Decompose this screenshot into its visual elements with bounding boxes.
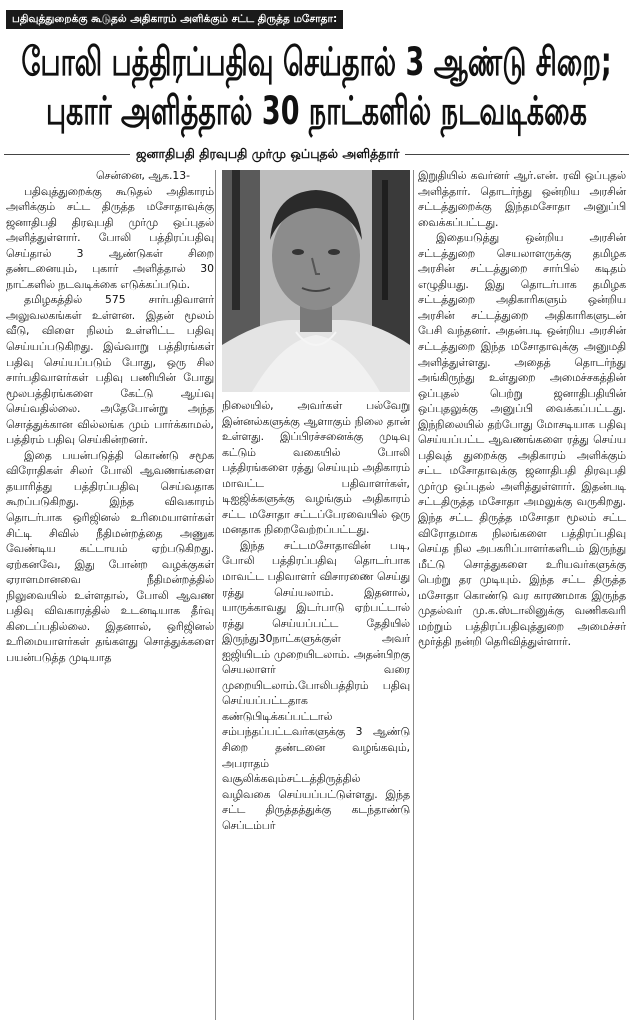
article-column-3 xyxy=(418,168,626,650)
portrait-illustration xyxy=(222,170,410,392)
column-divider xyxy=(413,170,414,1020)
kicker-banner: பதிவுத்துறைக்கு கூடுதல் அதிகாரம் அளிக்கும் சட்ட திருத்த மசோதா: xyxy=(6,10,343,29)
headline-line-2: புகார் அளித்தால் 30 நாட்களில் நடவடிக்கை xyxy=(46,89,587,135)
article-paragraph: இந்த சட்டமசோதாவின் படி, போலி பத்திரப்பதிவு தொடர்பாக மாவட்ட பதிவாளர் விசாரணை செய்து ரத்து செய்யலாம். இதனால், யாருக்காவது இடர்பாடு ஏற்பட்டால் ரத்து செய்யப்பட்ட தேதியில் இருந்து30நாட்களுக்குள் அவர் ஐஜியிடம் முறையிடலாம். அதன்பிறகு செயலாளர் வரை முறையிடலாம்.போலிபத்திரம் பதிவு செய்யப்பட்டதாக கண்டுபிடிக்கப்பட்டால் சம்பந்தப்பட்டவர்களுக்கு 3 ஆண்டு சிறை தண்டனை வழங்கவும், அபராதம் வசூலிக்கவும்சட்டத்திருத்தில் வழிவகை செய்யப்பட்டுள்ளது. இந்த சட்ட திருத்தத்துக்கு கடந்தாண்டு செப்டம்பர் xyxy=(222,538,410,832)
portrait-photo xyxy=(222,170,410,392)
dateline: சென்னை, ஆக.13- xyxy=(96,169,191,182)
article-column-1 xyxy=(6,168,214,666)
article-paragraph: தமிழகத்தில் 575 சார்பதிவாளர் அலுவலகங்கள் உள்ளன. இதன் மூலம் வீடு, விளை நிலம் உள்ளிட்ட பதிவு செய்யப்படுகிறது. இவ்வாறு பத்திரங்கள் பதிவு செய்யப்படும் போது, ஒரு சில சார்பதிவாளர்கள் பதிவு பணியின் போது மூலபத்திரங்களை கேட்டு ஆய்வு செய்வதில்லை. அதேபோன்று அந்த சொத்துக்கான வில்லங்க மும் பார்க்காமல், பத்திரம் பதிவு செய்கின்றனர். xyxy=(6,293,214,447)
article-paragraph: இறுதியில் கவர்னர் ஆர்.என். ரவி ஒப்புதல் அளித்தார். தொடர்ந்து ஒன்றிய அரசின் சட்டத்துறைக்கு இந்தமசோதா அனுப்பி வைக்கப்பட்டது. xyxy=(418,169,626,229)
subheadline: ஜனாதிபதி திரவுபதி முர்மு ஒப்புதல் அளித்தார் xyxy=(130,146,405,163)
article-paragraph: நிலையில், அவர்கள் பல்வேறு இன்னல்களுக்கு ஆளாகும் நிலை தான் உள்ளது. இப்பிரச்சனைக்கு முடிவு கட்டும் வகையில் போலி பத்திரங்களை ரத்து செய்யும் அதிகாரம் மாவட்ட பதிவாளர்கள், டிஐஜிக்களுக்கு வழங்கும் அதிகாரம் சட்ட மசோதா சட்டப்பேரவையில் ஒரு மனதாக நிறைவேற்றப்பட்டது. xyxy=(222,399,410,537)
headline-line-1: போலி பத்திரப்பதிவு செய்தால் 3 ஆண்டு சிறை; xyxy=(21,40,612,86)
article-paragraph: பதிவுத்துறைக்கு கூடுதல் அதிகாரம் அளிக்கும் சட்ட திருத்த மசோதாவுக்கு ஜனாதிபதி திரவுபதி முர்மு ஒப்புதல் அளித்துள்ளார். போலி பத்திரப்பதிவு செய்தால் 3 ஆண்டுகள் சிறை தண்டனையும், புகார் அளித்தால் 30 நாட்களில் நடவடிக்கை எடுக்கப்படும். xyxy=(6,184,214,291)
article-paragraph: இதையடுத்து ஒன்றிய அரசின் சட்டத்துறை செயலாளருக்கு தமிழக அரசின் சட்டத்துறை சார்பில் கடிதம் எழுதியது. இது தொடர்பாக தமிழக சட்டத்துறை அதிகாரிகளும் ஒன்றிய அரசின் சட்டத்துறை அதிகாரிகளுடன் பேசி வந்தனர். அதன்படி ஒன்றிய அரசின் சட்டத்துறை இந்த மசோதாவுக்கு அனுமதி அளித்துள்ளது. அதைத் தொடர்ந்து அங்கிருந்து உள்துறை அமைச்சகத்தின் ஒப்புதல் பெற்று ஜனாதிபதியின் ஒப்புதலுக்கு அனுப்பி வைக்கப்பட்டது. இந்நிலையில் தற்போது மோசடியாக பதிவு செய்யப்பட்ட ஆவணங்களை ரத்து செய்ய பதிவுத் துறைக்கு அதிகாரம் அளிக்கும் சட்ட மசோதாவுக்கு ஜனாதிபதி திரவுபதி முர்மு ஒப்புதல் அளித்துள்ளார். இதன்படி சட்டதிருத்த மசோதா அமலுக்கு வருகிறது. இந்த சட்ட திருத்த மசோதா மூலம் சட்ட விரோதமாக நிலங்களை பத்திரப்பதிவு செய்த நில அபகரிப்பாளர்களிடம் இருந்து மீட்டு சொத்துகளை உரியவர்களுக்கு பெற்று தர முடியும். இந்த சட்ட திருத்த மசோதா கொண்டு வர காரணமாக இருந்த முதல்வர் மு.க.ஸ்டாலினுக்கு வணிகவரி மற்றும் பத்திரப்பதிவுத்துறை அமைச்சர் மூர்த்தி நன்றி தெரிவித்துள்ளார். xyxy=(418,231,626,649)
article-column-2 xyxy=(222,398,410,833)
column-divider xyxy=(215,170,216,1020)
article-paragraph: இதை பயன்படுத்தி கொண்டு சமூக விரோதிகள் சிலர் போலி ஆவணங்களை தயாரித்து பத்திரப்பதிவு செய்வதாக கூறப்படுகிறது. இந்த விவகாரம் தொடர்பாக ஒரிஜினல் உரிமையாளர்கள் சிட்டி சிவில் நீதிமன்றத்தை அணுக வேண்டிய கட்டாயம் ஏற்படுகிறது. ஏற்கனவே, இது போன்ற வழக்குகள் ஏராளமானவை நீதிமன்றத்தில் நிலுவையில் உள்ளதால், போலி ஆவண பதிவு விவகாரத்தில் உடனடியாக தீர்வு கிடைப்பதில்லை. இதனால், ஒரிஜினல் உரிமையாளர்கள் தங்களது சொத்துக்களை பயன்படுத்த முடியாத xyxy=(6,448,214,664)
